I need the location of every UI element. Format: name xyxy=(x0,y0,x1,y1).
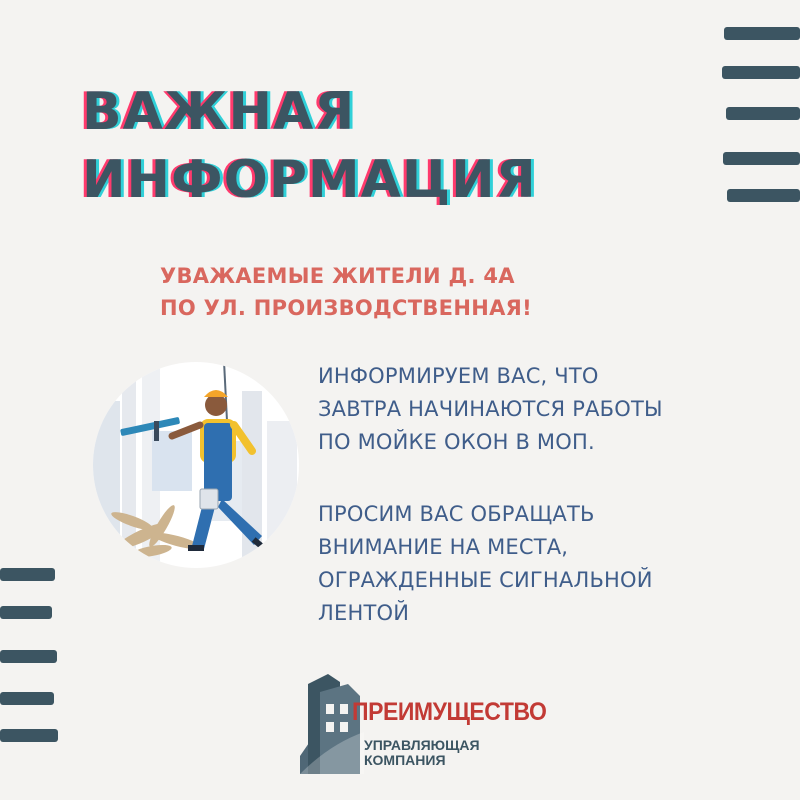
request-line-3: ОГРАЖДЕННЫЕ СИГНАЛЬНОЙ xyxy=(318,568,653,592)
info-line-2: ЗАВТРА НАЧИНАЮТСЯ РАБОТЫ xyxy=(318,397,663,421)
title-line-2: ИНФОРМАЦИЯ xyxy=(82,150,537,210)
logo-subtitle-line-1: УПРАВЛЯЮЩАЯ xyxy=(364,737,480,753)
window-cleaner-illustration xyxy=(92,361,300,569)
request-line-1: ПРОСИМ ВАС ОБРАЩАТЬ xyxy=(318,502,595,526)
request-line-2: ВНИМАНИЕ НА МЕСТА, xyxy=(318,535,569,559)
company-logo-subtitle xyxy=(364,738,480,768)
request-paragraph xyxy=(318,498,653,630)
page-title xyxy=(82,78,537,214)
greeting-line-2: ПО УЛ. ПРОИЗВОДСТВЕННАЯ! xyxy=(160,296,532,320)
greeting-line-1: УВАЖАЕМЫЕ ЖИТЕЛИ Д. 4А xyxy=(160,264,515,288)
logo-subtitle-line-2: КОМПАНИЯ xyxy=(364,752,446,768)
company-logo-name: ПРЕИМУЩЕСТВО xyxy=(352,698,547,726)
title-line-1: ВАЖНАЯ xyxy=(82,82,356,142)
info-paragraph xyxy=(318,360,663,459)
info-line-3: ПО МОЙКЕ ОКОН В МОП. xyxy=(318,430,595,454)
request-line-4: ЛЕНТОЙ xyxy=(318,601,410,625)
info-line-1: ИНФОРМИРУЕМ ВАС, ЧТО xyxy=(318,364,599,388)
greeting-heading xyxy=(160,260,532,324)
